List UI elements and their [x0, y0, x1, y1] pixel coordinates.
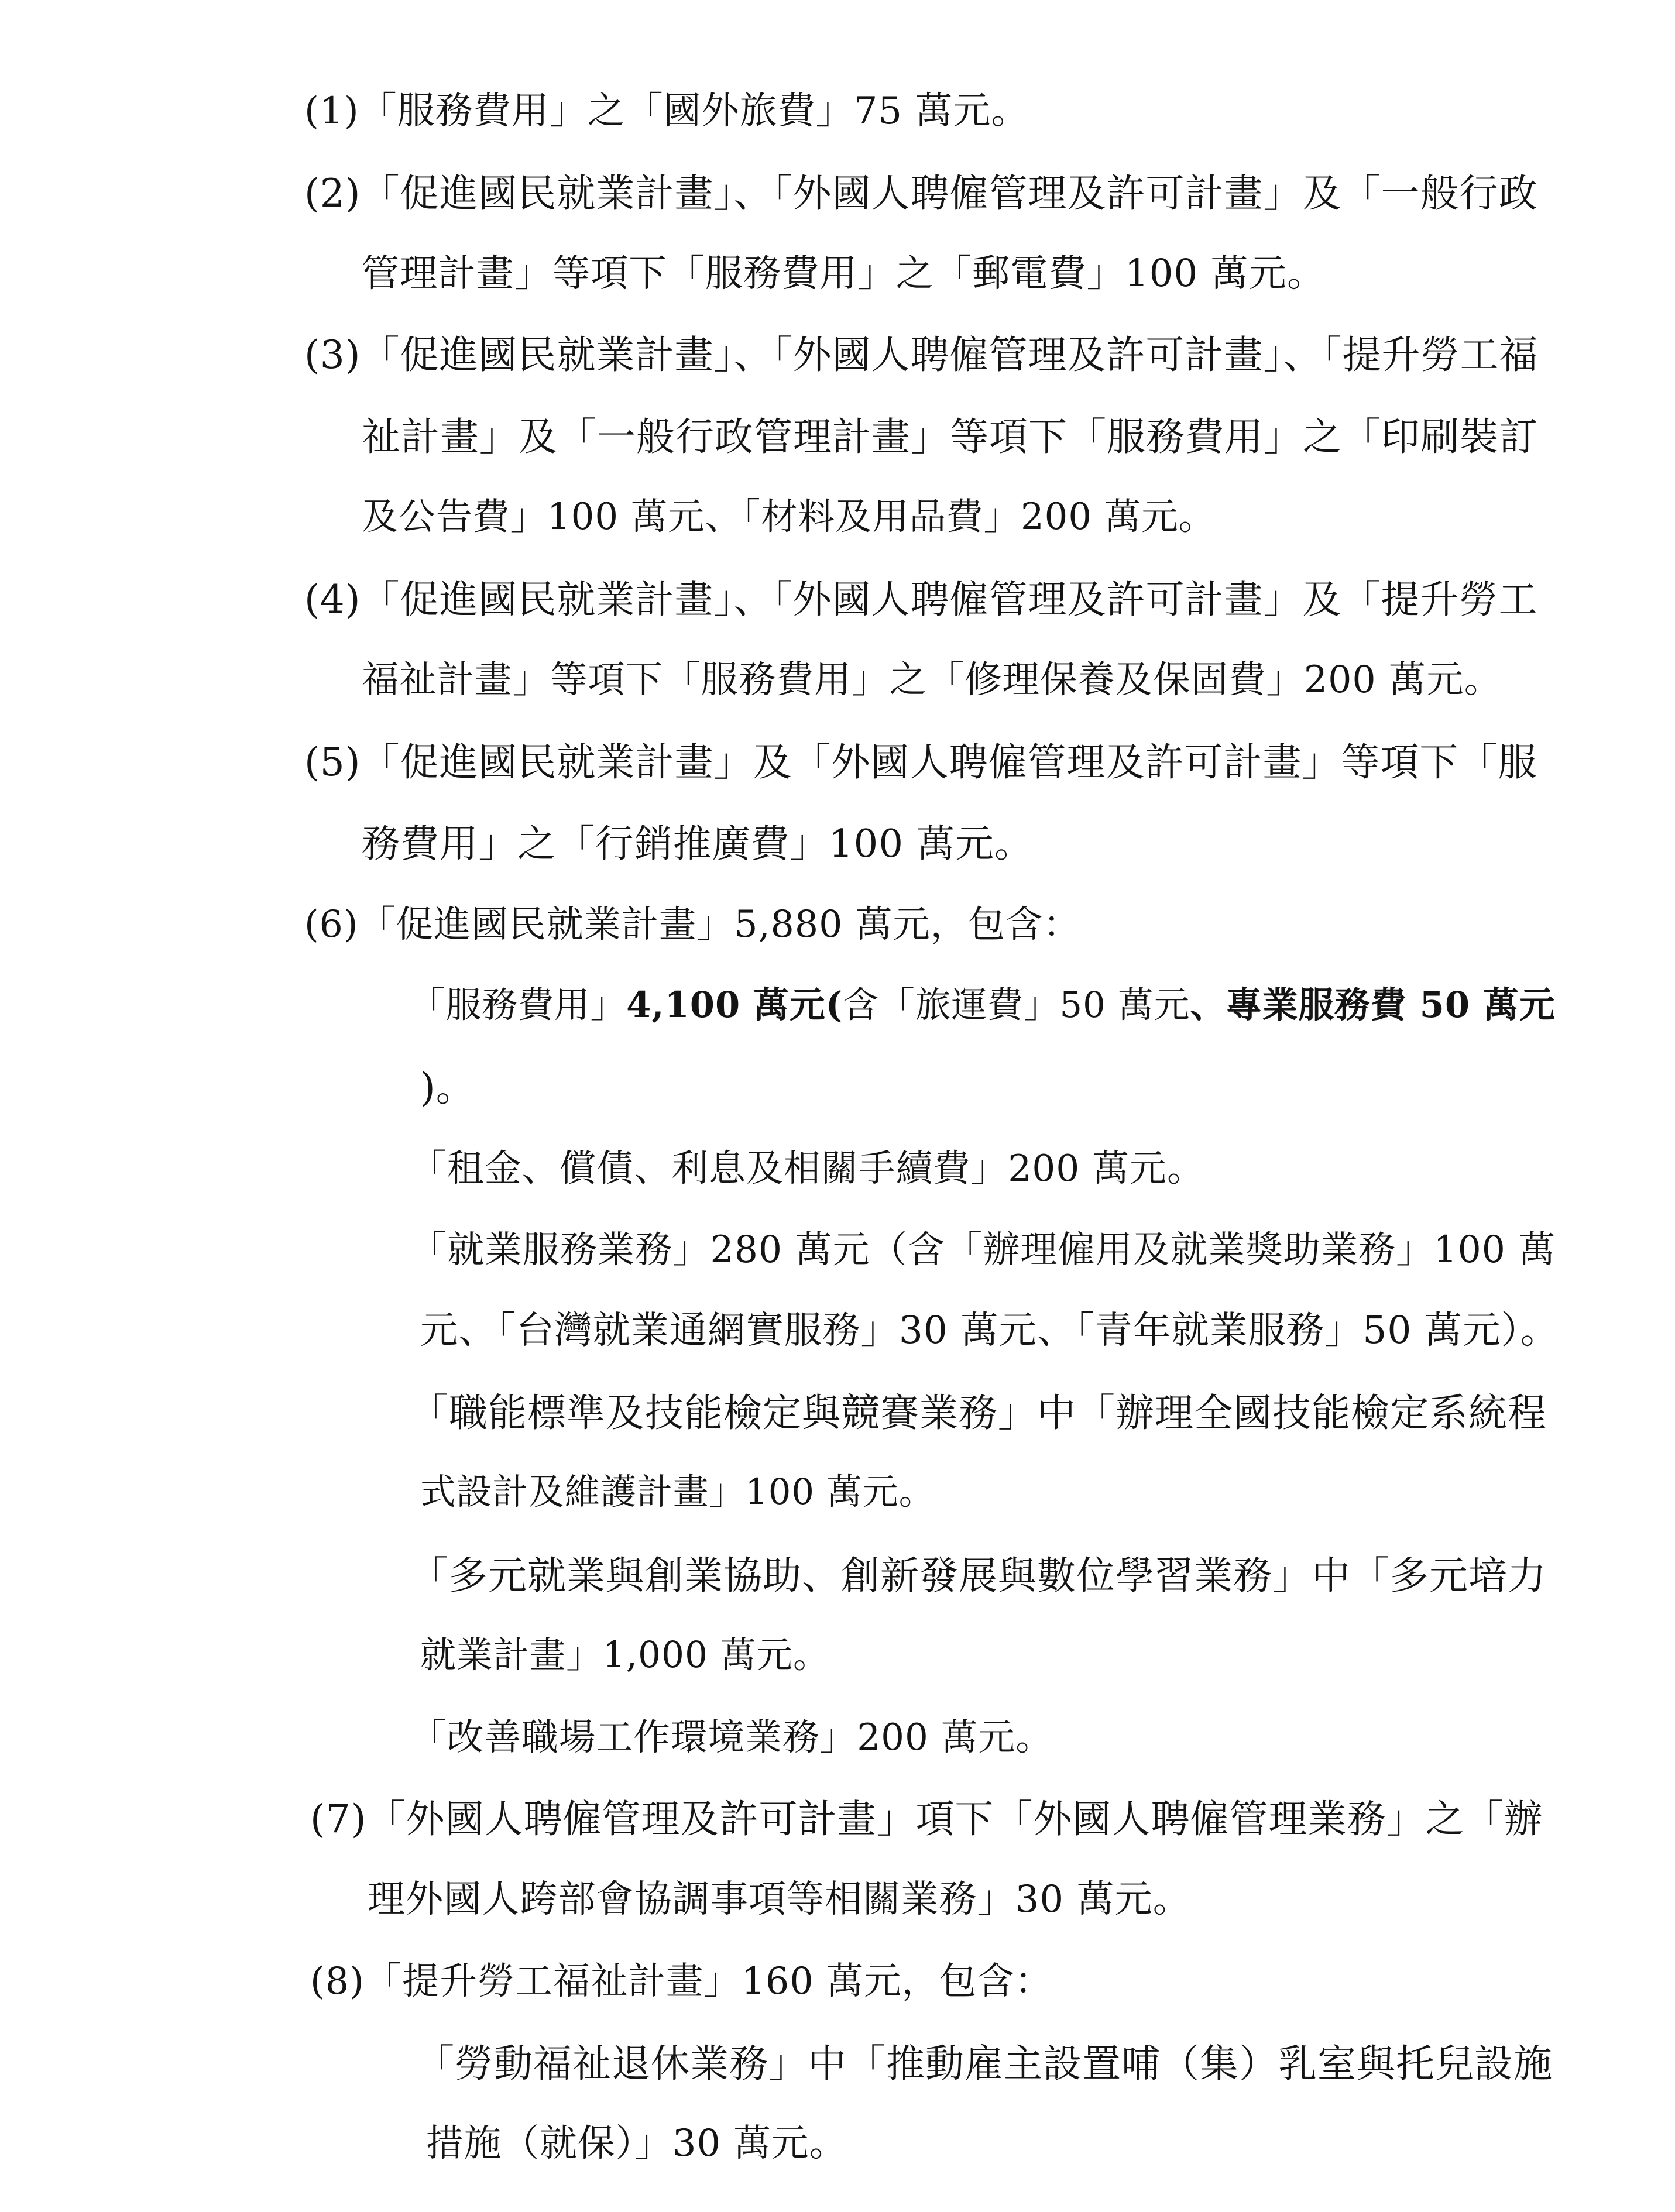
- item-6-diverse-line-2: 就業計畫」1,000 萬元。: [420, 1634, 830, 1676]
- item-3-line-1: (3)「促進國民就業計畫」、「外國人聘僱管理及許可計畫」、「提升勞工福: [304, 332, 1539, 377]
- item-8-sub-line-1: 「勞動福祉退休業務」中「推動雇主設置哺（集）乳室與托兒設施: [416, 2041, 1553, 2086]
- item-6-diverse-line-1: 「多元就業與創業協助、創新發展與數位學習業務」中「多元培力: [410, 1553, 1547, 1598]
- item-6-skills-line-2: 式設計及維護計畫」100 萬元。: [420, 1472, 935, 1513]
- item-8-sub-line-2: 措施（就保）」30 萬元。: [426, 2122, 847, 2165]
- item-3-line-2: 祉計畫」及「一般行政管理計畫」等項下「服務費用」之「印刷裝訂: [362, 414, 1538, 459]
- service-fee-amount: 4,100 萬元(: [626, 984, 843, 1026]
- item-6-workplace-line: 「改善職場工作環境業務」200 萬元。: [410, 1716, 1053, 1758]
- item-3-line-3: 及公告費」100 萬元、「材料及用品費」200 萬元。: [362, 495, 1216, 538]
- item-7-line-2: 理外國人跨部會協調事項等相關業務」30 萬元。: [368, 1878, 1191, 1921]
- item-8-heading: (8)「提升勞工福祉計畫」160 萬元，包含：: [310, 1959, 1053, 2003]
- item-2-line-2: 管理計畫」等項下「服務費用」之「郵電費」100 萬元。: [362, 252, 1326, 296]
- item-6-heading: (6)「促進國民就業計畫」5,880 萬元，包含：: [304, 902, 1081, 946]
- item-6-employment-line-2: 元、「台灣就業通網實服務」30 萬元、「青年就業服務」50 萬元）。: [420, 1308, 1559, 1352]
- item-7-line-1: (7)「外國人聘僱管理及許可計畫」項下「外國人聘僱管理業務」之「辦: [310, 1797, 1543, 1842]
- item-2-line-1: (2)「促進國民就業計畫」、「外國人聘僱管理及許可計畫」及「一般行政: [304, 171, 1538, 216]
- item-4-line-2: 福祉計畫」等項下「服務費用」之「修理保養及保固費」200 萬元。: [362, 658, 1502, 701]
- item-6-skills-line-1: 「職能標準及技能檢定與競賽業務」中「辦理全國技能檢定系統程: [410, 1390, 1547, 1435]
- item-5-line-2: 務費用」之「行銷推廣費」100 萬元。: [362, 822, 1034, 866]
- item-6-employment-line-1: 「就業服務業務」280 萬元（含「辦理僱用及就業獎助業務」100 萬: [410, 1228, 1556, 1271]
- professional-service-fee-text: 、專業服務費 50 萬元: [1190, 984, 1556, 1026]
- item-1-line: (1)「服務費用」之「國外旅費」75 萬元。: [304, 90, 1029, 133]
- item-6-service-fee-line: [410, 984, 1556, 1026]
- item-4-line-1: (4)「促進國民就業計畫」、「外國人聘僱管理及許可計畫」及「提升勞工: [304, 577, 1538, 622]
- item-6-service-fee-close: )。: [420, 1065, 475, 1110]
- item-5-line-1: (5)「促進國民就業計畫」及「外國人聘僱管理及許可計畫」等項下「服: [304, 740, 1537, 785]
- item-6-rent-line: 「租金、償債、利息及相關手續費」200 萬元。: [410, 1147, 1204, 1190]
- service-fee-label: 「服務費用」: [410, 985, 627, 1026]
- travel-fee-text: 含「旅運費」50 萬元: [843, 985, 1190, 1026]
